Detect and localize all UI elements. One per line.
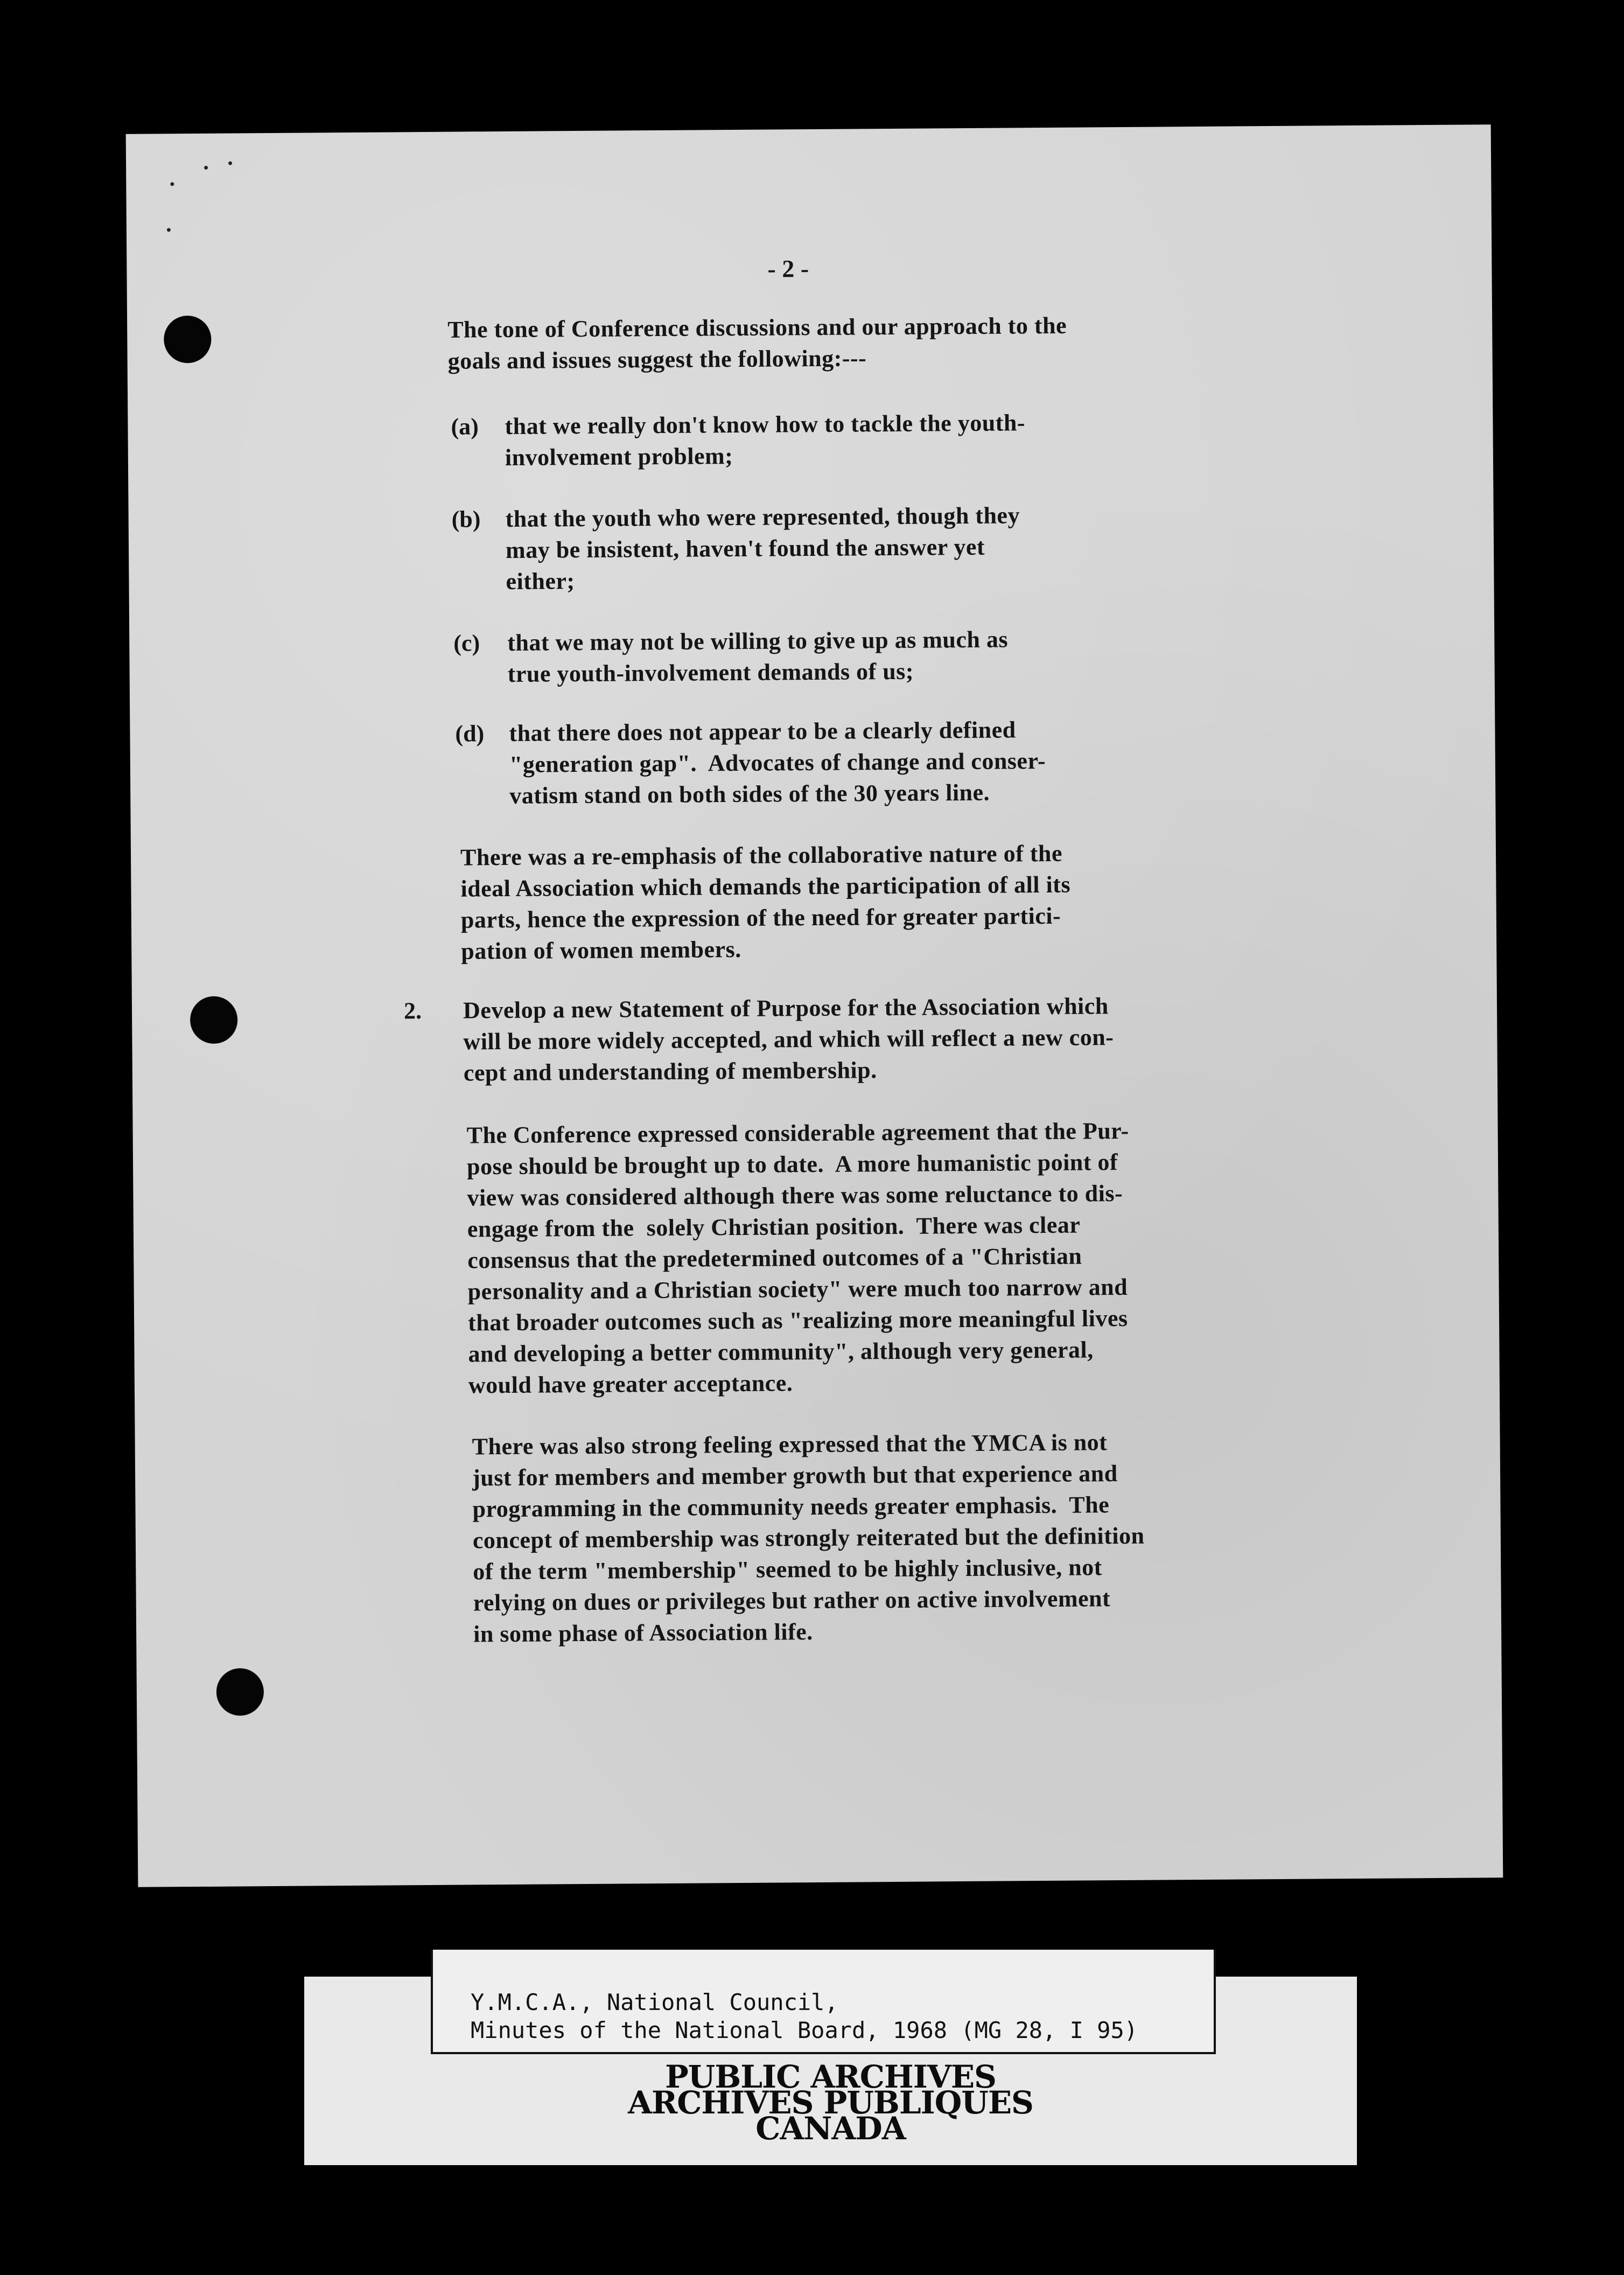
list-item-line: involvement problem; <box>505 443 733 471</box>
paragraph-line: just for members and member growth but that experience and <box>472 1460 1118 1491</box>
paragraph-line: pation of women members. <box>461 936 741 965</box>
list-item-label: (c) <box>453 630 480 657</box>
paragraph-line: personality and a Christian society" were much too narrow and <box>467 1273 1128 1305</box>
paragraph-line: would have greater acceptance. <box>468 1370 793 1399</box>
item-heading-line: will be more widely accepted, and which will reflect a new con- <box>463 1024 1114 1055</box>
item-heading-line: Develop a new Statement of Purpose for the Association which <box>463 993 1109 1024</box>
punch-hole-middle <box>190 996 238 1044</box>
paragraph-line: and developing a better community", although very general, <box>468 1336 1094 1367</box>
archive-reference-line: Y.M.C.A., National Council, <box>471 1989 838 2015</box>
paragraph-line: pose should be brought up to date. A more humanistic point of <box>466 1149 1118 1180</box>
paragraph-line: concept of membership was strongly reiterated but the definition <box>472 1522 1145 1554</box>
paragraph-line: programming in the community needs greater emphasis. The <box>472 1491 1110 1523</box>
list-item-line: may be insistent, haven't found the answer yet <box>505 533 985 563</box>
punch-hole-top <box>164 316 212 364</box>
list-item-line: vatism stand on both sides of the 30 years line. <box>509 779 990 809</box>
list-item-label: (d) <box>455 720 485 747</box>
paper-specks <box>126 124 1491 134</box>
list-item-line: that the youth who were represented, though they <box>505 502 1020 532</box>
document-page <box>126 124 1503 1887</box>
paragraph-line: There was also strong feeling expressed that the YMCA is not <box>472 1429 1108 1460</box>
paragraph-line: consensus that the predetermined outcomes of a "Christian <box>467 1243 1082 1274</box>
paragraph-line: in some phase of Association life. <box>473 1618 813 1648</box>
list-item-label: (a) <box>451 413 479 440</box>
list-item-line: that we really don't know how to tackle the youth- <box>505 409 1026 439</box>
punch-hole-bottom <box>216 1668 264 1716</box>
paragraph-line: ideal Association which demands the participation of all its <box>460 871 1071 902</box>
paragraph-line: view was considered although there was some reluctance to dis- <box>467 1180 1123 1211</box>
paragraph-line: engage from the solely Christian position. There was clear <box>467 1211 1081 1243</box>
archive-stamp-line: PUBLIC ARCHIVES <box>665 2058 996 2095</box>
paragraph-line: that broader outcomes such as "realizing more meaningful lives <box>467 1304 1128 1336</box>
paragraph-line: The Conference expressed considerable agreement that the Pur- <box>466 1117 1129 1149</box>
archive-stamp-line: CANADA <box>755 2110 906 2147</box>
intro-line: goals and issues suggest the following:--- <box>447 345 867 374</box>
paragraph-line: There was a re-emphasis of the collaborative nature of the <box>460 840 1063 871</box>
archive-reference-label <box>431 1950 1216 2054</box>
item-heading-line: cept and understanding of membership. <box>463 1057 877 1086</box>
paragraph-line: relying on dues or privileges but rather on active involvement <box>473 1585 1111 1616</box>
intro-line: The tone of Conference discussions and our approach to the <box>447 312 1067 343</box>
item-number: 2. <box>403 997 422 1024</box>
list-item-line: that there does not appear to be a clearly defined <box>509 716 1016 746</box>
intro-paragraph <box>126 124 1491 374</box>
archive-stamp-line: ARCHIVES PUBLIQUES <box>628 2084 1033 2121</box>
paragraph-line: parts, hence the expression of the need for greater partici- <box>460 902 1061 933</box>
page-number: - 2 - <box>767 255 809 283</box>
list-item-line: true youth-involvement demands of us; <box>507 658 914 687</box>
list-item-line: either; <box>506 568 575 595</box>
paragraph-line: of the term "membership" seemed to be highly inclusive, not <box>473 1554 1102 1585</box>
list-item-line: "generation gap". Advocates of change and conser- <box>509 747 1046 778</box>
archive-reference-line: Minutes of the National Board, 1968 (MG 28, I 95) <box>471 2017 1138 2043</box>
list-item-label: (b) <box>451 506 481 533</box>
list-item-line: that we may not be willing to give up as much as <box>507 626 1009 656</box>
